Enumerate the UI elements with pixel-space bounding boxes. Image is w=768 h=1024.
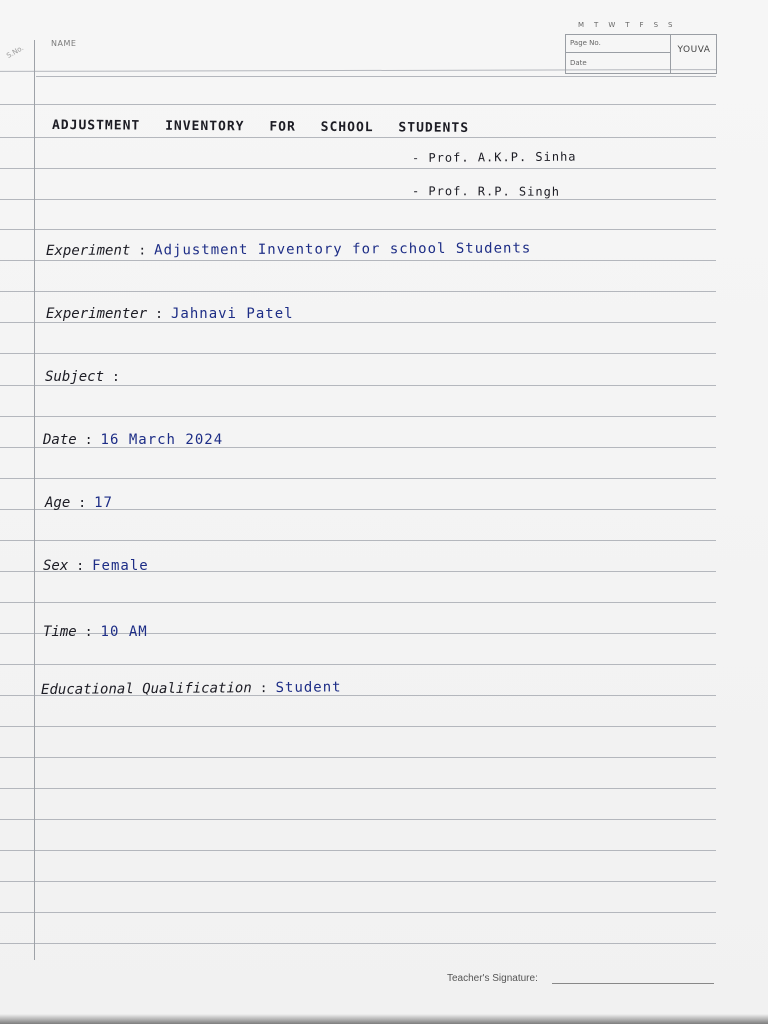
signature-line	[552, 983, 714, 984]
ruled-line	[36, 76, 716, 77]
field-sex	[43, 555, 149, 574]
field-label: Sex	[43, 558, 69, 574]
field-separator: :	[259, 681, 268, 697]
field-label: Age	[45, 495, 71, 511]
ruled-line	[0, 757, 716, 758]
ruled-line	[0, 540, 716, 541]
serial-label: S.No.	[5, 43, 26, 61]
page-title: ADJUSTMENT INVENTORY FOR SCHOOL STUDENTS	[51, 118, 470, 136]
weekday: F	[639, 21, 644, 29]
name-label: NAME	[51, 39, 77, 48]
ruled-line	[0, 726, 716, 727]
author-line: - Prof. R.P. Singh	[411, 184, 561, 199]
teacher-signature-label: Teacher's Signature:	[447, 973, 538, 984]
field-time	[43, 621, 148, 640]
ruled-line	[0, 819, 716, 820]
box-divider	[670, 35, 671, 73]
weekday: W	[608, 21, 616, 29]
field-value: Female	[92, 558, 149, 574]
ruled-line	[0, 664, 716, 665]
field-value: 17	[94, 495, 113, 511]
field-value: 16 March 2024	[100, 432, 224, 448]
ruled-line	[0, 291, 716, 292]
ruled-line	[0, 322, 716, 323]
field-value: 10 AM	[100, 624, 148, 640]
weekday: S	[653, 21, 659, 29]
ruled-line	[0, 881, 716, 882]
ruled-line	[0, 229, 716, 230]
weekday: T	[594, 21, 599, 29]
field-educational-qualification	[41, 676, 342, 698]
margin-line	[34, 40, 35, 960]
page-info-box	[565, 34, 717, 74]
field-separator: :	[112, 370, 120, 385]
field-separator: :	[78, 496, 87, 511]
field-age	[45, 492, 113, 511]
ruled-line	[0, 385, 716, 386]
ruled-line	[0, 912, 716, 913]
field-label: Subject	[45, 369, 105, 385]
field-value: Adjustment Inventory for school Students	[154, 240, 532, 259]
field-separator: :	[155, 307, 163, 322]
weekday: T	[625, 21, 630, 29]
weekday: M	[578, 21, 585, 29]
field-separator: :	[138, 243, 147, 259]
field-separator: :	[84, 625, 93, 640]
field-experiment	[46, 237, 531, 259]
ruled-line	[0, 478, 716, 479]
ruled-line	[0, 260, 716, 261]
field-subject	[45, 366, 128, 385]
ruled-line	[0, 788, 716, 789]
ruled-line	[0, 850, 716, 851]
brand-logo: YOUVA	[677, 45, 711, 55]
date-label: Date	[570, 59, 587, 67]
field-experimenter	[46, 303, 294, 322]
page-no-label: Page No.	[570, 39, 601, 47]
field-value: Student	[275, 679, 342, 696]
box-divider	[566, 52, 670, 53]
field-label: Educational Qualification	[40, 680, 252, 698]
ruled-line	[0, 168, 716, 169]
author-line: - Prof. A.K.P. Sinha	[411, 149, 577, 165]
ruled-line	[0, 416, 716, 417]
field-value: Jahnavi Patel	[170, 306, 294, 322]
ruled-line	[0, 943, 716, 944]
weekday-row	[578, 21, 672, 29]
field-label: Experimenter	[46, 306, 148, 322]
field-label: Time	[43, 624, 77, 640]
ruled-line	[0, 104, 716, 105]
ruled-line	[0, 602, 716, 603]
field-label: Experiment	[45, 242, 131, 259]
field-date	[43, 429, 223, 448]
field-separator: :	[84, 433, 93, 448]
field-separator: :	[76, 559, 85, 574]
page-edge-shadow	[0, 1014, 768, 1024]
ruled-line	[0, 199, 716, 200]
weekday: S	[668, 21, 673, 29]
field-label: Date	[43, 432, 77, 448]
ruled-line	[0, 353, 716, 354]
ruled-line	[0, 137, 716, 138]
